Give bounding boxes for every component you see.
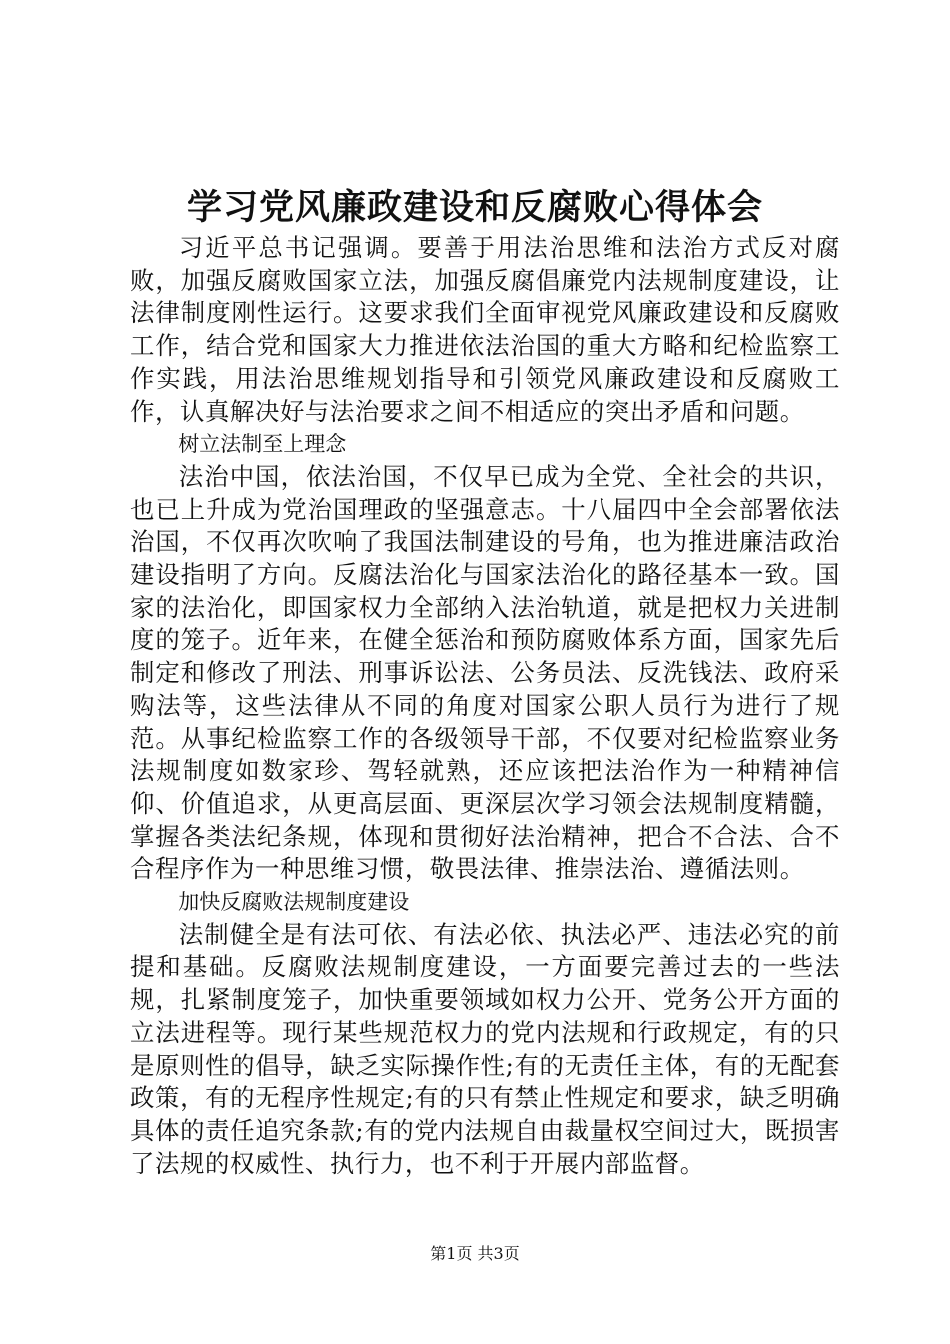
paragraph-intro: 习近平总书记强调。要善于用法治思维和法治方式反对腐败，加强反腐败国家立法，加强反腐倡廉党内法规制度建设，让法律制度刚性运行。这要求我们全面审视党风廉政建设和反腐败工作，结合党和国家大力推进依法治国的重大方略和纪检监察工作实践，用法治思维规划指导和引领党风廉政建设和反腐败工作，认真解决好与法治要求之间不相适应的突出矛盾和问题。 (130, 233, 840, 426)
paragraph-regulations: 法制健全是有法可依、有法必依、执法必严、违法必究的前提和基础。反腐败法规制度建设，一方面要完善过去的一些法规，扎紧制度笼子，加快重要领域如权力公开、党务公开方面的立法进程等。现行某些规范权力的党内法规和行政规定，有的只是原则性的倡导，缺乏实际操作性;有的无责任主体，有的无配套政策，有的无程序性规定;有的只有禁止性规定和要求，缺乏明确具体的责任追究条款;有的党内法规自由裁量权空间过大，既损害了法规的权威性、执行力，也不利于开展内部监督。 (130, 919, 840, 1178)
document-body (130, 232, 840, 1180)
document-title: 学习党风廉政建设和反腐败心得体会 (186, 187, 763, 228)
paragraph-rule-of-law: 法治中国，依法治国，不仅早已成为全党、全社会的共识，也已上升成为党治国理政的坚强意志。十八届四中全会部署依法治国，不仅再次吹响了我国法制建设的号角，也为推进廉洁政治建设指明了方向。反腐法治化与国家法治化的路径基本一致。国家的法治化，即国家权力全部纳入法治轨道，就是把权力关进制度的笼子。近年来，在健全惩治和预防腐败体系方面，国家先后制定和修改了刑法、刑事诉讼法、公务员法、反洗钱法、政府采购法等，这些法律从不同的角度对国家公职人员行为进行了规范。从事纪检监察工作的各级领导干部，不仅要对纪检监察业务法规制度如数家珍、驾轻就熟，还应该把法治作为一种精神信仰、价值追求，从更高层面、更深层次学习领会法规制度精髓，掌握各类法纪条规，体现和贯彻好法治精神，把合不合法、合不合程序作为一种思维习惯，敬畏法律、推崇法治、遵循法则。 (130, 461, 840, 884)
page-number-footer: 第1页 共3页 (430, 1244, 520, 1263)
section-heading-rule-of-law: 树立法制至上理念 (178, 432, 347, 457)
section-heading-regulations: 加快反腐败法规制度建设 (178, 890, 410, 915)
